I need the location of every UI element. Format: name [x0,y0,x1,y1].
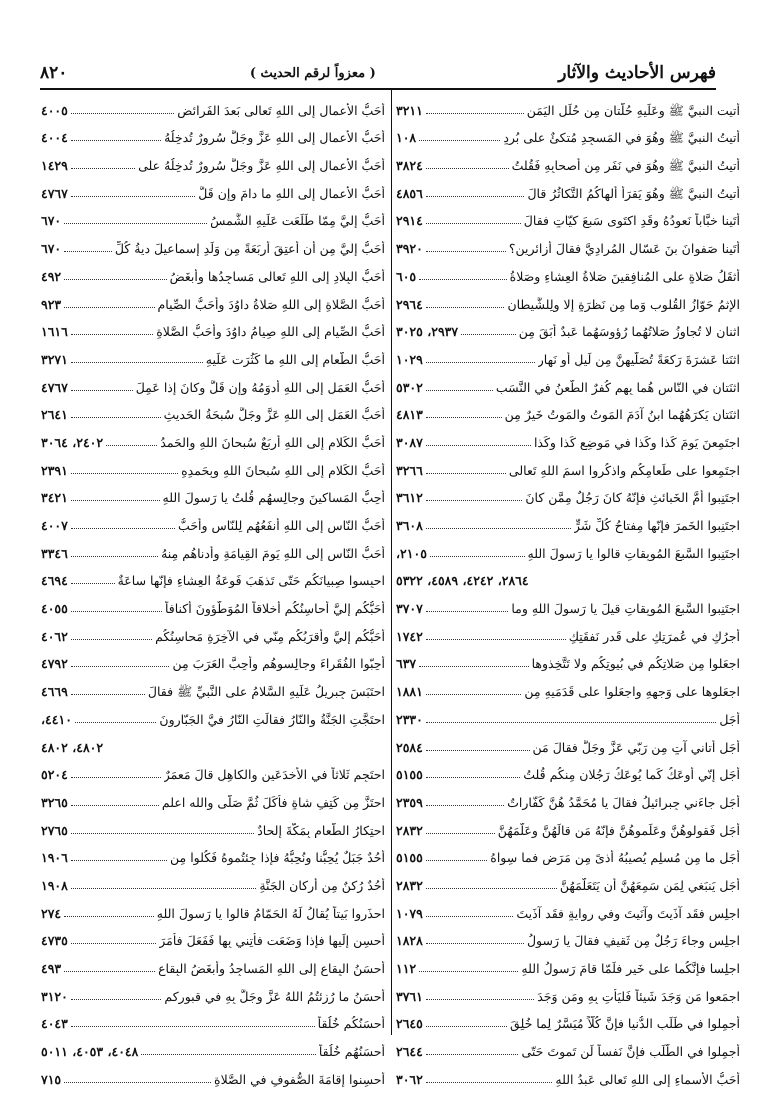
entry-text: اجلِسا فإنَّكُما على خَيرٍ فلَمّا قامَ رَسولُ اللهِ [521,961,740,976]
hadith-number: ٤٩٣ [41,961,62,976]
index-entry [41,203,385,231]
index-entry [41,286,385,314]
hadith-number: ٣٧٠٧ [396,601,423,617]
index-entry [396,1033,740,1061]
leader-dots [426,777,520,778]
entry-text: اثنانِ لا تُجاوِزُ صَلاتُهُما رُؤوسَهُما عَبدٌ أبَقَ مِن [518,324,740,340]
index-entry [41,92,385,120]
leader-dots [64,1082,211,1083]
entry-text: أحَبُّ الأسماءِ إلى اللهِ تَعالى عَبدُ اللهِ [555,1071,740,1087]
index-entry [41,701,385,729]
hadith-number: ٣٠٦٢ [396,1071,423,1087]
leader-dots [71,694,145,695]
entry-text: أجمِلوا في طَلَبِ الدُّنيا فإنَّ كُلّاً مُيَسَّرٌ لِما خُلِقَ [510,1016,740,1032]
hadith-number: ١٠٧٩ [396,905,423,921]
index-entry [41,535,385,563]
hadith-number: ٢٣٥٩ [396,794,423,810]
leader-dots [426,916,514,917]
hadith-number: ٢٧٦٥ [41,822,68,838]
entry-text: أحَبُّ الكَلامِ إلى اللهِ سُبحانَ اللهِ وبِحَمدِهِ [181,462,385,478]
hadith-number: ١٠٢٩ [396,351,423,367]
entry-text: أحَبُّ الطَّعامِ إلى اللهِ ما كَثُرَت عَلَيهِ [205,351,385,367]
index-entry [396,923,740,951]
column-divider [391,90,392,1035]
entry-text: اجمَعوا مَن وَجَدَ شَيئاً فَليَأتِ بِهِ ومَن وَجَدَ [537,988,740,1004]
index-entry [41,563,385,591]
leader-dots [71,888,256,889]
hadith-number: ٢١٠٥، [396,545,427,561]
entry-text: أحِبّوا الفُقَراءَ وجالِسوهُم وأحِبَّ العَرَبَ مِن [172,656,385,672]
hadith-number: ٢٨٦٤، ٤٢٤٢، ٤٥٨٩، ٥٣٢٢ [396,573,529,589]
leader-dots [426,1054,519,1055]
entry-text: أجَل إنّي أوعَكُ كَما يُوعَكُ رَجُلانِ مِنكُم قُلتُ [523,767,740,783]
index-entry [396,867,740,895]
entry-text: اجلِس فقَد آذَيتَ وآنَيتَ وفي رِوايةٍ فقَد آذَيتَ [516,905,740,921]
index-entry [396,480,740,508]
index-entry [41,480,385,508]
index-entry [41,1006,385,1034]
index-entry [41,507,385,535]
entry-text: أحِبُّ المَساكينَ وجالِسهُم قُلتُ يا رَسولَ اللهِ [162,490,385,506]
index-entry [396,1006,740,1034]
page-header [40,58,716,90]
hadith-number: ٥١٥٥ [396,850,423,866]
hadith-number: ٤٧٦٧ [41,185,68,201]
entry-text: أتَينا صَفوانَ بنَ عَسّالٍ المُرادِيَّ فقالَ أزائرين؟ [508,241,740,257]
index-entry [41,230,385,258]
hadith-number: ٢٦٤١ [41,407,68,423]
hadith-number: ٤٨٥٦ [396,185,423,201]
leader-dots [426,1026,507,1027]
entry-text: أحَبُّكُم إليَّ أحاسِنُكُم أخلاقاً المُوَطَّؤونَ أكنافاً [164,601,385,617]
entry-text: أتيتُ النبيَّ ﷺ وهُوَ في نَفَرٍ مِن أصحابِهِ فَقُلتُ [511,158,740,174]
index-entry [41,341,385,369]
index-entry [396,978,740,1006]
entry-text: أتيتُ النبيَّ ﷺ وهُوَ يَقرَأُ أَلهاكُمُ التَّكاثُرُ قالَ [527,185,740,201]
hadith-number: ٤٧٣٥ [41,933,68,949]
entry-text: أجَل ما مِن مُسلِمٍ يُصيبُهُ أذىً مِن مَرَضٍ فما سِواهُ [490,850,740,866]
hadith-number: ٢٥٨٤ [396,739,423,755]
hadith-number: ٤٦٦٩ [41,684,68,700]
hadith-number: ١٧٤٢ [396,628,423,644]
hadith-number: ٣٩٢٠ [396,241,423,257]
leader-dots [106,445,157,446]
leader-dots [71,777,161,778]
leader-dots [426,251,506,252]
index-entry [396,812,740,840]
hadith-number: ٤٩٢ [41,268,62,284]
hadith-number: ٧١٥ [41,1071,62,1087]
entry-text: اجتَنِبوا السَّبعَ المُوبِقاتِ قالوا يا رَسولَ اللهِ [527,545,740,561]
leader-dots [71,113,174,114]
leader-dots [71,639,152,640]
index-entry [41,369,385,397]
index-entry [396,729,740,757]
leader-dots [141,1054,315,1055]
leader-dots [426,417,502,418]
entry-text: أحَبُّ العَمَلِ إلى اللهِ عَزَّ وجَلَّ سُبحَةُ الحَديثِ [163,407,385,423]
index-entry [41,978,385,1006]
index-entry [396,397,740,425]
hadith-number: ٣٤٢١ [41,490,68,506]
entry-text: أحسِن إلَيها فإذا وَضَعَت فأتِني بِها فَفَعَلَ فأمَرَ [159,933,385,949]
hadith-number: ١٩٠٨ [41,877,68,893]
leader-dots [426,307,505,308]
hadith-number: ٥١٥٥ [396,767,423,783]
leader-dots [426,860,487,861]
entry-text: أحَبُّ الكَلامِ إلى اللهِ أربَعٌ سُبحانَ اللهِ والحَمدُ [160,434,385,450]
leader-dots [426,196,525,197]
index-entry [396,895,740,923]
entry-text: أتيت النبيَّ ﷺ وعَلَيهِ حُلَّتانِ مِن حُلَلِ اليَمَنِ [526,102,740,118]
hadith-number: ١٤٢٩ [41,158,68,174]
index-entry [41,120,385,148]
entry-text: أحسَنُ البِقاعِ إلى اللهِ المَساجِدُ وأبغَضُ البِقاعِ [158,961,385,976]
entry-text: أحَبُّ النّاسِ إلى اللهِ أنفَعُهُم لِلنّاسِ وأحَبُّ [178,518,385,533]
index-entry [41,314,385,342]
entry-text: اجتَمِعنَ يَومَ كَذا وكَذا في مَوضِعِ كَذا وكَذا [533,434,740,450]
hadith-number: ٤٧٩٢ [41,656,68,672]
hadith-number: ٢٨٣٢ [396,822,423,838]
leader-dots [75,722,157,723]
leader-dots [71,666,170,667]
index-entry [396,535,740,563]
entry-text: أثقَلُ صَلاةٍ على المُنافِقينَ صَلاةُ العِشاءِ وصَلاةُ [509,268,740,284]
hadith-number: ٢٦٤٥ [396,1016,423,1032]
index-entry [396,424,740,452]
entry-text: اجعَلوا مِن صَلاتِكُم في بُيوتِكُم ولا تَتَّخِذوها [531,656,740,672]
leader-dots [71,556,158,557]
entry-text: أجَل [719,711,740,727]
index-entry [41,757,385,785]
index-entry [396,175,740,203]
leader-dots [71,583,115,584]
hadith-number: ٣٦٠٨ [396,518,423,533]
leader-dots [71,805,159,806]
hadith-number: ٢٤٠٢، ٣٠٦٤ [41,434,104,450]
hadith-number: ١٠٨ [396,130,417,146]
hadith-number: ٣٠٨٧ [396,434,423,450]
hadith-number: ٤٠٤٨، ٤٠٥٣، ٥٠١١ [41,1044,139,1060]
index-column-left [41,92,385,1089]
hadith-number: ١٦١٦ [41,324,68,340]
hadith-number: ٢٨٣٢ [396,877,423,893]
leader-dots [426,999,534,1000]
entry-text: اثنَتانِ يَكرَهُهُما ابنُ آدَمَ المَوتُ والمَوتُ خَيرٌ مِن [504,407,740,423]
index-entry [41,258,385,286]
hadith-number: ٤٦٩٤ [41,573,68,589]
hadith-number: ٦٠٥ [396,268,417,284]
index-entry [41,424,385,452]
leader-dots [64,971,155,972]
entry-text: أجَل جاءَني جِبرائيلُ فقالَ يا مُحَمَّدُ هُنَّ كَفّاراتٌ [507,794,740,810]
entry-text: أحَبُّ الأعمالِ إلى اللهِ عَزَّ وجَلَّ سُرورٌ تُدخِلُهُ [164,130,385,146]
index-entry [396,950,740,978]
leader-dots [461,334,516,335]
leader-dots [426,833,495,834]
index-entry [41,618,385,646]
hadith-number: ٣٧٦١ [396,988,423,1004]
leader-dots [71,833,254,834]
index-entry [41,452,385,480]
entry-text: أجَل يَنبَغي لِمَن سَمِعَهُنَّ أن يَتَعَلَّمَهُنَّ [559,877,740,893]
leader-dots [71,1026,315,1027]
entry-text: احتَزَّ مِن كَتِفِ شاةٍ فأكَلَ ثُمَّ صَلّى والله اعلم [161,794,385,810]
hadith-number: ٣٢٧١ [41,351,68,367]
hadith-number: ٢٩٦٤ [396,296,423,312]
leader-dots [426,445,531,446]
entry-text: اثنَتانِ في النّاسِ هُما بِهِم كُفرٌ الطَّعنُ في النَّسَبِ [495,379,740,395]
leader-dots [426,750,530,751]
hadith-number: ٦٧٠ [41,213,62,229]
index-entry [396,147,740,175]
hadith-number: ٤٤١٠، [41,711,72,727]
index-entry [41,590,385,618]
entry-text: أحَبُّ الأعمالِ إلى اللهِ تَعالى بَعدَ الفَرائضِ [177,102,385,118]
page-subtitle: ( معزواً لرقم الحديث ) [249,65,376,81]
leader-dots [71,168,135,169]
leader-dots [426,1082,553,1083]
entry-text: أحسِنوا إقامَةَ الصُّفوفِ في الصَّلاةِ [214,1071,385,1087]
leader-dots [64,223,207,224]
leader-dots [71,611,162,612]
index-entry [396,618,740,646]
leader-dots [71,196,195,197]
entry-text: أحسَنُكُم خُلُقاً [317,1016,385,1032]
entry-text: أجَل أتاني آتٍ مِن رَبّي عَزَّ وجَلَّ فقالَ مَن [532,739,740,755]
index-entry [41,1061,385,1089]
leader-dots [426,500,522,501]
entry-text: أحسَنُهُم خُلُقاً [318,1044,385,1060]
leader-dots [430,556,525,557]
index-entry [396,563,740,591]
hadith-number: ٢٣٣٠ [396,711,423,727]
index-entry [396,452,740,480]
index-entry [41,729,385,757]
hadith-number: ٤٠٥٥ [41,601,68,617]
index-entry [396,369,740,397]
hadith-number: ٤٧٦٧ [41,379,68,395]
hadith-number: ١١٢ [396,961,417,976]
leader-dots [426,223,521,224]
leader-dots [426,168,509,169]
index-entry [396,784,740,812]
index-entry [41,1033,385,1061]
leader-dots [71,362,203,363]
entry-text: احتِكارُ الطَّعامِ بِمَكَّةَ إلحادٌ [257,822,385,838]
leader-dots [71,528,175,529]
entry-text: أحَبُّ الصِّيامِ إلى اللهِ صِيامُ داوُدَ وأحَبُّ الصَّلاةِ [156,324,385,340]
hadith-number: ٣٣٤٦ [41,545,68,561]
entry-text: أجَل فَقولوهُنَّ وعَلِّموهُنَّ فإنّهُ مَن قالَهُنَّ وعَلَّمَهُنَّ [497,822,740,838]
entry-text: أحَبُّ الصَّلاةِ إلى اللهِ صَلاةُ داوُدَ وأحَبُّ الصِّيامِ [157,296,385,312]
leader-dots [64,251,112,252]
hadith-number: ٣٢١١ [396,102,423,118]
leader-dots [71,417,161,418]
index-entry [41,397,385,425]
entry-text: أجمِلوا في الطَّلَبِ فإنَّ نَفساً لَن تَموتَ حَتّى [521,1044,740,1060]
index-entry [41,895,385,923]
leader-dots [71,390,133,391]
index-entry [41,147,385,175]
index-entry [396,673,740,701]
entry-text: أتيتُ النبيَّ ﷺ وهُوَ في المَسجِدِ مُتكئٌ على بُردٍ [503,130,740,146]
entry-text: اجتَنِبوا السَّبعَ المُوبِقاتِ قيلَ يا رَسولَ اللهِ وما [511,601,740,617]
index-entry [41,950,385,978]
hadith-number: ٣٢٦٦ [396,462,423,478]
entry-text: أحَبُّ الأعمالِ إلى اللهِ ما دامَ وإن قَلَّ [198,185,385,201]
entry-text: أتَينا خبَّاباً نَعودُهُ وقَدِ اكتَوى سَبعَ كيّاتٍ فقالَ [523,213,740,229]
hadith-number: ٦٧٠ [41,241,62,257]
entry-text: أحَبُّ إليَّ مِن أن أعتِقَ أربَعَةً مِن وَلَدِ إسماعيلَ ديةُ كُلِّ [114,241,385,257]
leader-dots [426,113,524,114]
hadith-number: ٢٧٤ [41,905,62,921]
leader-dots [426,888,557,889]
entry-text: اجلِس وجاءَ رَجُلٌ مِن ثَقيفٍ فقالَ يا رَسولُ [526,933,740,949]
index-entry [41,673,385,701]
index-entry [41,784,385,812]
leader-dots [426,390,493,391]
index-entry [396,757,740,785]
index-entry [396,286,740,314]
index-entry [396,230,740,258]
leader-dots [426,694,522,695]
leader-dots [419,666,528,667]
index-entry [41,646,385,674]
hadith-number: ٩٢٣ [41,296,62,312]
index-entry [41,867,385,895]
index-column-right [396,92,740,1089]
hadith-number: ٢٣٩١ [41,462,68,478]
entry-text: احبِسوا صِبيانَكُم حَتّى تَذهَبَ فَوعَةُ العِشاءِ فإنّها ساعَةٌ [117,573,385,589]
index-entry [41,923,385,951]
hadith-number: ٥٢٠٤ [41,767,68,783]
hadith-number: ١٩٠٦ [41,850,68,866]
entry-text: أُحُدٌ جَبَلٌ يُحِبُّنا ونُحِبُّهُ فإذا جِئتُموهُ فَكُلوا مِن [170,850,385,866]
leader-dots [71,943,156,944]
entry-text: اثنَتا عَشرَةَ رَكعَةً تُصَلّيهِنَّ مِن لَيلٍ أو نَهارٍ [537,351,740,367]
entry-text: أحَبُّ الأعمالِ إلى اللهِ عَزَّ وجَلَّ سُرورٌ تُدخِلُهُ على [138,158,385,174]
entry-text: اجعَلوها على وَجهِهِ واجعَلوا على قَدَمَيهِ مِن [524,684,740,700]
hadith-number: ٦٣٧ [396,656,417,672]
index-entry [396,314,740,342]
leader-dots [426,943,524,944]
index-entry [396,840,740,868]
hadith-number: ١٨٨١ [396,684,423,700]
index-entry [396,341,740,369]
entry-text: أُحُدٌ رُكنٌ مِن أركانِ الجَنَّةِ [259,877,385,893]
index-entry [396,701,740,729]
index-entry [396,646,740,674]
entry-text: أحَبُّ إليَّ مِمّا طَلَعَت عَلَيهِ الشَّمسُ [210,213,385,229]
leader-dots [419,279,507,280]
hadith-number: ٤٨٠٢، ٤٨٠٢ [41,739,104,755]
leader-dots [71,500,160,501]
leader-dots [64,279,166,280]
entry-text: أحَبُّ النّاسِ إلى اللهِ يَومَ القِيامَةِ وأدناهُم مِنهُ [161,545,385,561]
index-entry [396,1061,740,1089]
entry-text: أحَبُّ العَمَلِ إلى اللهِ أدوَمُهُ وإن قَلَّ وكانَ إذا عَمِلَ [135,379,385,395]
index-entry [396,507,740,535]
leader-dots [426,722,716,723]
hadith-number: ١٨٢٨ [396,933,423,949]
hadith-number: ٤٠٤٣ [41,1016,68,1032]
index-entry [41,840,385,868]
leader-dots [71,334,153,335]
index-entry [41,812,385,840]
leader-dots [71,860,167,861]
entry-text: أحسَنُ ما رُزِئتُمُ اللهُ عَزَّ وجَلَّ بِهِ في قبورِكم [164,988,385,1004]
hadith-number: ٤٠٠٧ [41,518,68,533]
leader-dots [64,916,154,917]
hadith-number: ٤٨١٣ [396,407,423,423]
entry-text: اجتَمِعوا على طَعامِكُم واذكُروا اسمَ اللهِ تَعالى [508,462,740,478]
hadith-number: ٣٨٢٤ [396,158,423,174]
entry-text: احتَجِم ثَلاثاً في الأخدَعَينِ والكاهِلِ قالَ مَعمَرٌ [163,767,385,783]
entry-text: اجتَنِبوا الخَمرَ فإنّها مِفتاحُ كُلِّ شَرٍّ [573,518,740,533]
entry-text: أحَبُّكُم إليَّ وأقرَبُكُم مِنّي في الآخِرَةِ مَحاسِنُكُم [155,628,385,644]
index-entry [396,258,740,286]
entry-text: أجرُكِ في عُمرَتِكِ على قَدرِ نَفقَتِكِ [568,628,740,644]
index-entry [396,120,740,148]
hadith-number: ٢٩٣٧، ٣٠٢٥ [396,324,459,340]
leader-dots [426,473,506,474]
hadith-number: ٢٦٤٤ [396,1044,423,1060]
index-entry [396,590,740,618]
hadith-number: ٥٣٠٢ [396,379,423,395]
leader-dots [426,362,535,363]
index-entry [396,203,740,231]
leader-dots [71,999,162,1000]
leader-dots [71,473,178,474]
entry-text: احذَروا بَيتاً يُقالُ لَهُ الحَمّامُ قالوا يا رَسولَ اللهِ [156,905,385,921]
leader-dots [426,528,571,529]
hadith-number: ٢٩١٤ [396,213,423,229]
leader-dots [426,611,508,612]
entry-text: احتَبَسَ جِبريلُ عَلَيهِ السَّلامُ على النَّبيِّ ﷺ فقالَ [147,684,385,700]
index-entry [41,175,385,203]
leader-dots [419,140,500,141]
leader-dots [426,805,504,806]
leader-dots [419,971,518,972]
entry-text: الإثمُ حَوّازُ القُلوبِ وَما مِن نَظرَةٍ إلا ولِلشَّيطانِ [507,296,740,312]
page-title: فهرس الأحاديث والآثار [558,63,716,83]
hadith-number: ٣٦١٢ [396,490,423,506]
entry-text: احتَجَّتِ الجَنَّةُ والنّارُ فقالَتِ النّارُ فيَّ الجَبّارونَ [159,711,385,727]
page-number: ٨٢٠ [40,63,68,83]
leader-dots [426,639,566,640]
entry-text: اجتَنِبوا أُمَّ الخَبائثِ فإنّهُ كانَ رَجُلٌ مِمَّن كانَ [525,490,740,506]
leader-dots [64,307,154,308]
entry-text: أحَبُّ البِلادِ إلى اللهِ تَعالى مَساجِدُها وأبغَضُ [169,268,385,284]
hadith-number: ٤٠٠٤ [41,130,68,146]
leader-dots [71,140,161,141]
hadith-number: ٤٠٦٢ [41,628,68,644]
hadith-number: ٤٠٠٥ [41,102,68,118]
hadith-number: ٣٢٦٥ [41,794,68,810]
hadith-number: ٣١٢٠ [41,988,68,1004]
index-entry [396,92,740,120]
